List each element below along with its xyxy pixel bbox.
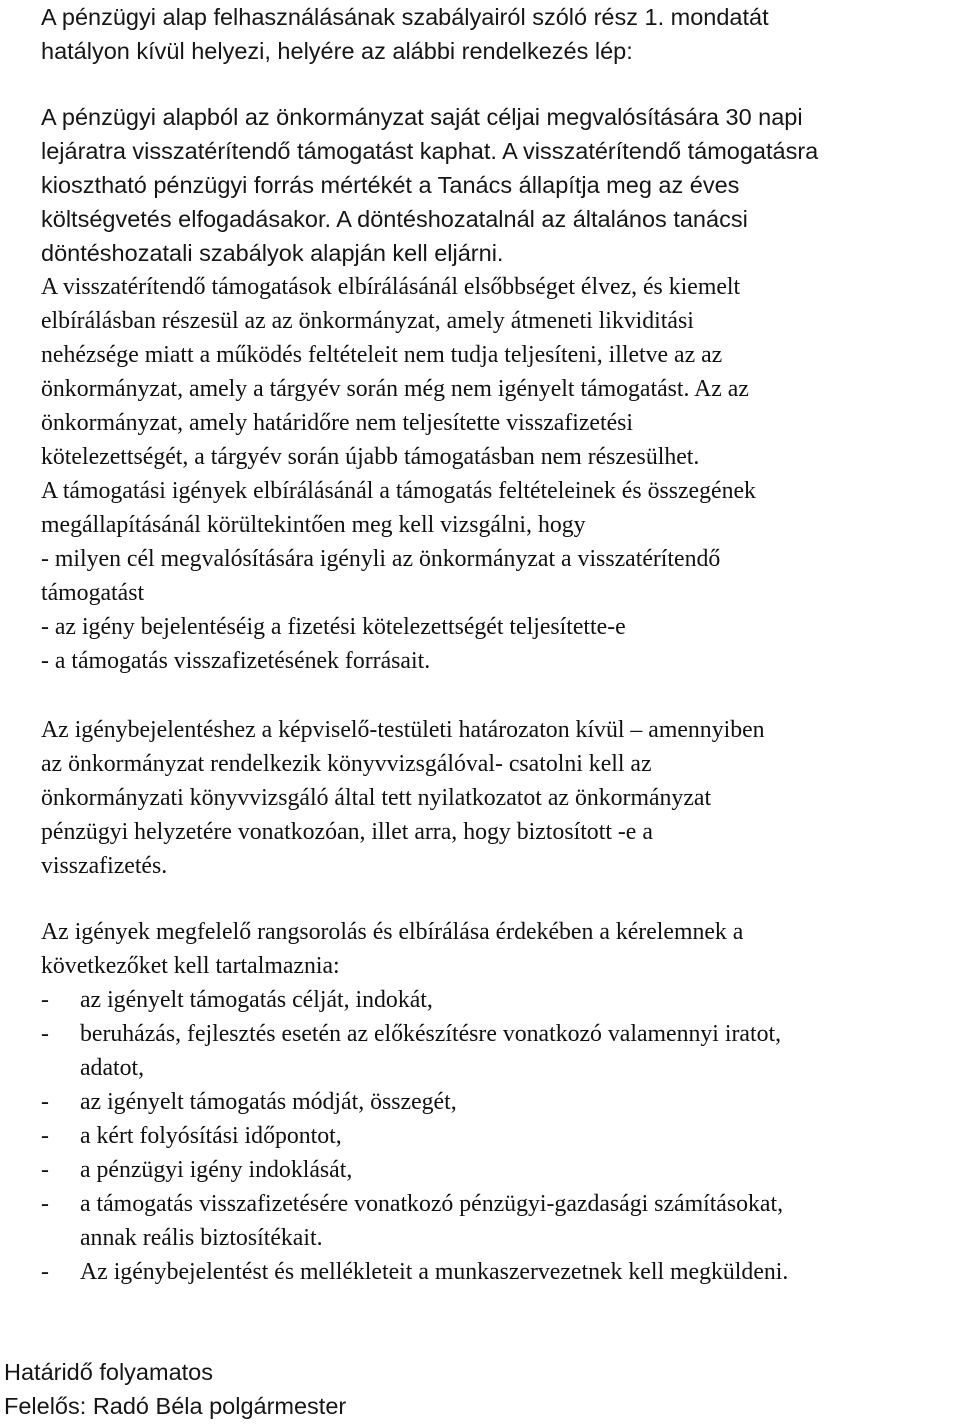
list-dash: - <box>41 1191 49 1217</box>
provision-line: A támogatási igények elbírálásánál a támogatás feltételeinek és összegének <box>41 478 756 504</box>
provision-line: kiosztható pénzügyi forrás mértékét a Tanács állapítja meg az éves <box>41 172 740 198</box>
provision-paragraph-serif <box>41 270 756 678</box>
list-item-text: beruházás, fejlesztés esetén az előkészítésre vonatkozó valamennyi iratot, <box>80 1021 782 1047</box>
list-dash: - <box>41 987 49 1013</box>
list-item-text: a támogatás visszafizetésére vonatkozó pénzügyi-gazdasági számításokat, <box>80 1191 784 1217</box>
intro-paragraph <box>41 0 769 68</box>
provision-line: A visszatérítendő támogatások elbírálásánál elsőbbséget élvez, és kiemelt <box>41 274 741 300</box>
provision-line: - milyen cél megvalósítására igényli az önkormányzat a visszatérítendő <box>41 546 721 572</box>
audit-paragraph <box>41 713 765 883</box>
audit-line: az önkormányzat rendelkezik könyvvizsgálóval- csatolni kell az <box>41 751 652 777</box>
list-item <box>41 1017 788 1085</box>
list-item-text: Az igénybejelentést és mellékleteit a munkaszervezetnek kell megküldeni. <box>80 1259 789 1285</box>
list-dash: - <box>41 1259 49 1285</box>
list-item-continuation: annak reális biztosítékait. <box>80 1225 323 1251</box>
list-item <box>41 1119 788 1153</box>
list-dash: - <box>41 1021 49 1047</box>
list-dash: - <box>41 1157 49 1183</box>
list-item <box>41 1255 788 1289</box>
provision-line: - a támogatás visszafizetésének forrásait. <box>41 648 431 674</box>
provision-line: megállapításánál körültekintően meg kell vizsgálni, hogy <box>41 512 586 538</box>
provision-line: támogatást <box>41 580 145 606</box>
audit-line: visszafizetés. <box>41 853 168 879</box>
provision-line: döntéshozatali szabályok alapján kell eljárni. <box>41 240 504 266</box>
list-item-text: az igényelt támogatás módját, összegét, <box>80 1089 457 1115</box>
provision-line: költségvetés elfogadásakor. A döntéshozatalnál az általános tanácsi <box>41 206 748 232</box>
requirements-intro-line: következőket kell tartalmaznia: <box>41 953 340 979</box>
responsible-label: Felelős: Radó Béla polgármester <box>4 1393 347 1419</box>
provision-line: elbírálásban részesül az az önkormányzat, amely átmeneti likviditási <box>41 308 694 334</box>
list-item-text: a pénzügyi igény indoklását, <box>80 1157 353 1183</box>
provision-line: A pénzügyi alapból az önkormányzat saját céljai megvalósítására 30 napi <box>41 104 803 130</box>
audit-line: pénzügyi helyzetére vonatkozóan, illet arra, hogy biztosított -e a <box>41 819 653 845</box>
list-dash: - <box>41 1123 49 1149</box>
provision-line: kötelezettségét, a tárgyév során újabb támogatásban nem részesülhet. <box>41 444 700 470</box>
list-item <box>41 1187 788 1255</box>
requirements-intro-line: Az igények megfelelő rangsorolás és elbírálása érdekében a kérelemnek a <box>41 919 744 945</box>
provision-line: - az igény bejelentéséig a fizetési kötelezettségét teljesítette-e <box>41 614 626 640</box>
list-item <box>41 983 788 1017</box>
audit-line: önkormányzati könyvvizsgáló által tett nyilatkozatot az önkormányzat <box>41 785 712 811</box>
intro-line: A pénzügyi alap felhasználásának szabályairól szóló rész 1. mondatát <box>41 4 769 30</box>
deadline-label: Határidő folyamatos <box>4 1359 213 1385</box>
provision-line: lejáratra visszatérítendő támogatást kaphat. A visszatérítendő támogatásra <box>41 138 819 164</box>
requirements-paragraph <box>41 915 788 1289</box>
provision-line: önkormányzat, amely határidőre nem teljesítette visszafizetési <box>41 410 634 436</box>
list-item <box>41 1153 788 1187</box>
provision-paragraph-sans <box>41 100 818 270</box>
list-item <box>41 1085 788 1119</box>
list-dash: - <box>41 1089 49 1115</box>
provision-line: önkormányzat, amely a tárgyév során még nem igényelt támogatást. Az az <box>41 376 749 402</box>
list-item-text: az igényelt támogatás célját, indokát, <box>80 987 433 1013</box>
footer <box>4 1355 346 1423</box>
list-item-text: a kért folyósítási időpontot, <box>80 1123 342 1149</box>
provision-line: nehézsége miatt a működés feltételeit nem tudja teljesíteni, illetve az az <box>41 342 723 368</box>
audit-line: Az igénybejelentéshez a képviselő-testületi határozaton kívül – amennyiben <box>41 717 765 743</box>
intro-line: hatályon kívül helyezi, helyére az alábbi rendelkezés lép: <box>41 38 633 64</box>
list-item-continuation: adatot, <box>80 1055 145 1081</box>
